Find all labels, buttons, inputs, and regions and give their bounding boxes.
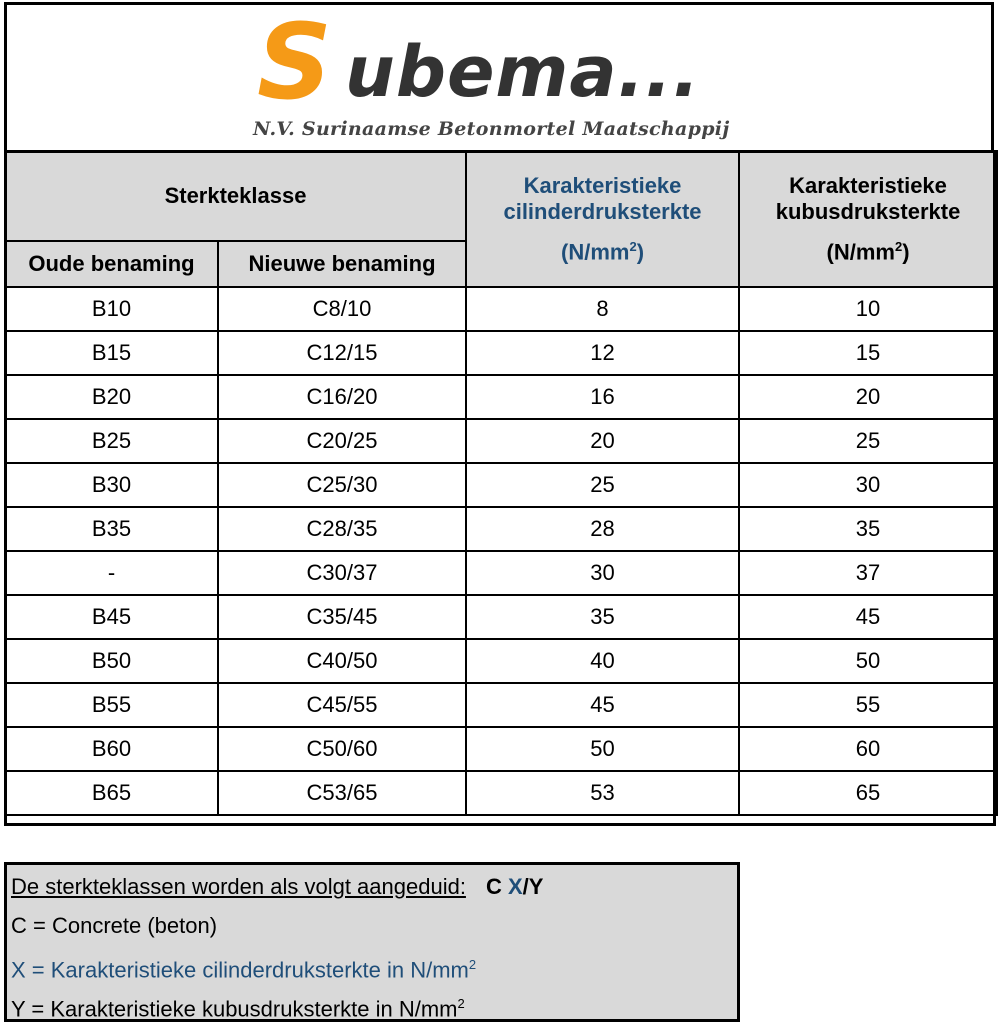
header-cube-strength xyxy=(739,151,997,287)
cell-new: C45/55 xyxy=(218,683,466,727)
header-banner xyxy=(4,2,994,152)
cell-old: B50 xyxy=(5,639,218,683)
cell-old: B15 xyxy=(5,331,218,375)
cell-cylinder: 35 xyxy=(466,595,739,639)
legend-code: C X/Y xyxy=(485,874,544,899)
table-row xyxy=(5,463,997,507)
cell-old: B25 xyxy=(5,419,218,463)
table-row xyxy=(5,287,997,331)
cell-new: C20/25 xyxy=(218,419,466,463)
logo-wordmark: ubema... xyxy=(345,31,701,113)
cell-old: B35 xyxy=(5,507,218,551)
cell-new: C28/35 xyxy=(218,507,466,551)
cell-old: B45 xyxy=(5,595,218,639)
legend-line-x: X = Karakteristieke cilinderdruksterkte in $N/mm^2$ xyxy=(11,957,477,983)
company-name: N.V. Surinaamse Betonmortel Maatschappij xyxy=(253,118,730,140)
cell-old: B30 xyxy=(5,463,218,507)
cell-new: C53/65 xyxy=(218,771,466,815)
cell-cube: 60 xyxy=(739,727,997,771)
table-row xyxy=(5,683,997,727)
cell-new: C40/50 xyxy=(218,639,466,683)
table-row xyxy=(5,595,997,639)
cell-old: B20 xyxy=(5,375,218,419)
cell-cube: 25 xyxy=(739,419,997,463)
cell-new: C35/45 xyxy=(218,595,466,639)
cell-cylinder: 16 xyxy=(466,375,739,419)
cell-cylinder: 12 xyxy=(466,331,739,375)
header-old-name: Oude benaming xyxy=(5,241,218,287)
cell-new: C12/15 xyxy=(218,331,466,375)
table-row xyxy=(5,419,997,463)
header-new-name: Nieuwe benaming xyxy=(218,241,466,287)
cell-cylinder: 25 xyxy=(466,463,739,507)
cell-cylinder: 30 xyxy=(466,551,739,595)
cell-cube: 45 xyxy=(739,595,997,639)
logo-initial: S xyxy=(257,1,330,123)
table-row xyxy=(5,507,997,551)
header-cube-label: Karakteristieke kubusdruksterkte xyxy=(775,172,961,224)
cell-cube: 37 xyxy=(739,551,997,595)
cell-cube: 30 xyxy=(739,463,997,507)
header-cylinder-label: Karakteristieke cilinderdruksterkte xyxy=(503,172,702,224)
cell-cube: 15 xyxy=(739,331,997,375)
legend-box xyxy=(4,862,740,1022)
legend-intro: De sterkteklassen worden als volgt aangeduid: xyxy=(11,874,466,899)
table-row xyxy=(5,375,997,419)
cell-cylinder: 40 xyxy=(466,639,739,683)
legend-line-y: Y = Karakteristieke kubusdruksterkte in $N/mm^2$ xyxy=(11,996,465,1022)
cell-old: B65 xyxy=(5,771,218,815)
cell-cylinder: 8 xyxy=(466,287,739,331)
cell-cube: 35 xyxy=(739,507,997,551)
header-strength-class: Sterkteklasse xyxy=(5,151,466,241)
cell-cylinder: 50 xyxy=(466,727,739,771)
cell-new: C8/10 xyxy=(218,287,466,331)
cell-old: B55 xyxy=(5,683,218,727)
header-cylinder-strength xyxy=(466,151,739,287)
header-cube-unit: $(N/mm^2)$ xyxy=(826,238,910,265)
cell-new: C16/20 xyxy=(218,375,466,419)
cell-cube: 20 xyxy=(739,375,997,419)
strength-class-table xyxy=(4,150,998,816)
cell-cylinder: 20 xyxy=(466,419,739,463)
cell-old: B10 xyxy=(5,287,218,331)
table-row xyxy=(5,639,997,683)
table-row xyxy=(5,331,997,375)
cell-cylinder: 45 xyxy=(466,683,739,727)
cell-new: C30/37 xyxy=(218,551,466,595)
cell-cylinder: 53 xyxy=(466,771,739,815)
cell-new: C50/60 xyxy=(218,727,466,771)
table-row xyxy=(5,551,997,595)
legend-line-c: C = Concrete (beton) xyxy=(11,913,218,938)
cell-old: - xyxy=(5,551,218,595)
cell-cylinder: 28 xyxy=(466,507,739,551)
cell-cube: 50 xyxy=(739,639,997,683)
cell-cube: 55 xyxy=(739,683,997,727)
table-row xyxy=(5,771,997,815)
header-cylinder-unit: $(N/mm^2)$ xyxy=(561,238,645,265)
cell-old: B60 xyxy=(5,727,218,771)
cell-cube: 65 xyxy=(739,771,997,815)
cell-cube: 10 xyxy=(739,287,997,331)
cell-new: C25/30 xyxy=(218,463,466,507)
legend-intro-line xyxy=(11,867,733,906)
table-row xyxy=(5,727,997,771)
